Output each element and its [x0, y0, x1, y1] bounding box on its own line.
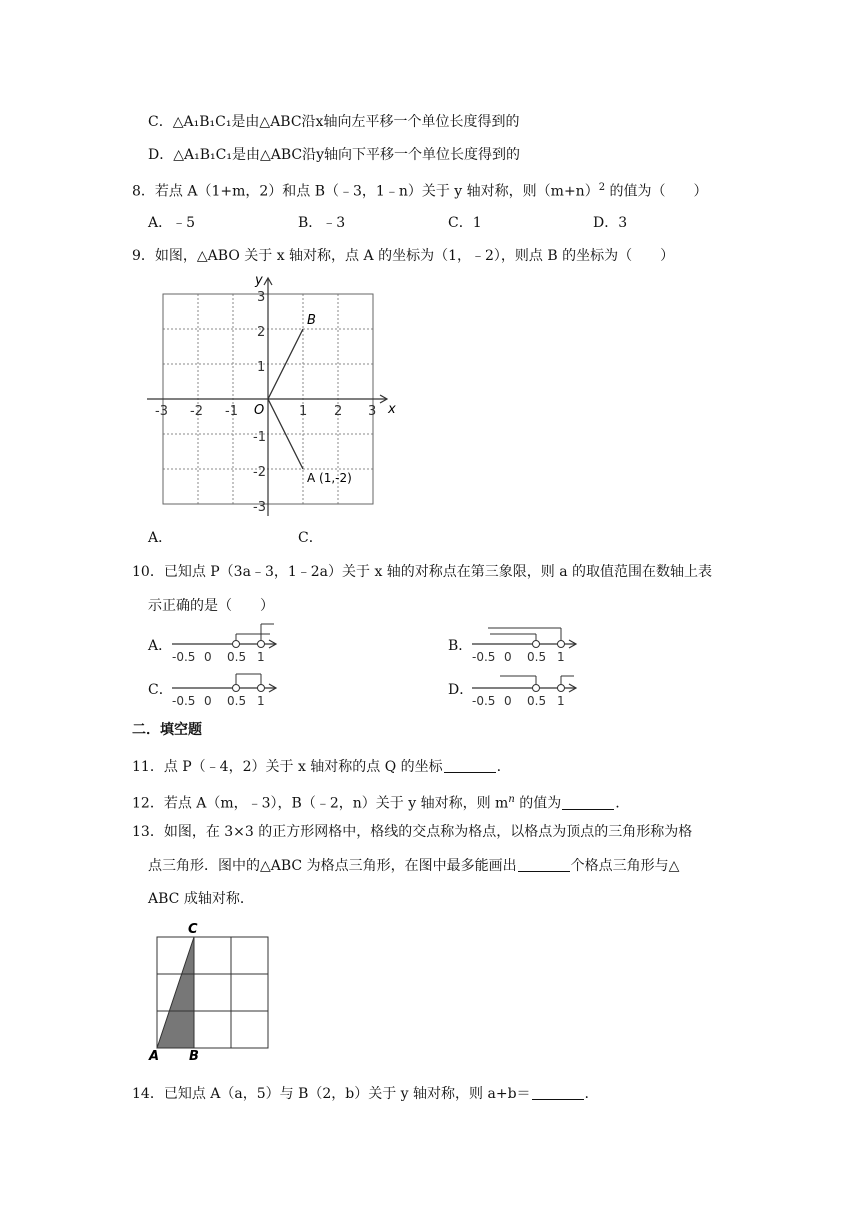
- q12-period: .: [615, 795, 620, 812]
- q14-answer-blank[interactable]: [532, 1085, 584, 1100]
- q13-label-a: A: [149, 1049, 160, 1062]
- q14-period: .: [584, 1086, 589, 1102]
- q10-d-tick: 1: [557, 694, 565, 708]
- q10-d-tick: 0: [504, 694, 512, 708]
- q10-c-tick: 0: [204, 694, 212, 708]
- q7-option-c: C．△A₁B₁C₁是由△ABC沿x轴向左平移一个单位长度得到的: [148, 114, 520, 130]
- section-heading-fill-in: 二．填空题: [132, 722, 202, 738]
- q9-option-c: C．: [298, 530, 323, 546]
- q13-line2: [148, 856, 679, 876]
- q10-d-tick: 0.5: [527, 694, 547, 708]
- q10-option-d-label: D．: [448, 682, 474, 698]
- q10-c-tick: -0.5: [172, 694, 196, 708]
- q10-c-tick: 0.5: [227, 694, 247, 708]
- q9-stem: 9．如图，△ABO 关于 x 轴对称，点 A 的坐标为（1，﹣2），则点 B 的坐标为（ ）: [132, 248, 675, 264]
- q9-x-tick-labels: [155, 404, 376, 419]
- q10-b-tick: 1: [557, 650, 565, 664]
- q8-stem: [132, 178, 708, 202]
- q9-segment-ob: [268, 329, 303, 399]
- q12-mid: 的值为: [514, 795, 562, 812]
- q12-sup: n: [508, 794, 515, 805]
- q14-text: 14．已知点 A（a，5）与 B（2，b）关于 y 轴对称，则 a+b＝: [132, 1086, 531, 1102]
- q9-x-tick: 1: [299, 404, 308, 419]
- q10-stem-line2: 示正确的是（ ）: [148, 598, 274, 614]
- q10-b-tick: 0.5: [527, 650, 547, 664]
- q10-number-line-d: [470, 666, 582, 710]
- q10-a-tick: -0.5: [172, 650, 196, 664]
- q10-a-tick: 0: [204, 650, 212, 664]
- q9-y-tick: -3: [253, 500, 266, 515]
- q9-point-b-label: B: [307, 313, 316, 328]
- q12: [132, 790, 620, 814]
- q9-segment-oa: [268, 399, 303, 469]
- q9-coordinate-graph: [145, 268, 405, 520]
- q9-y-tick: -1: [253, 430, 266, 445]
- q9-y-axis-label: y: [255, 273, 263, 288]
- q9-option-a: A．: [148, 530, 173, 546]
- q9-origin-label: O: [254, 403, 265, 418]
- q13-label-b: B: [189, 1049, 199, 1062]
- q10-a-tick: 0.5: [227, 650, 247, 664]
- q13-answer-blank[interactable]: [518, 857, 570, 872]
- q8-option-d: D．3: [593, 215, 628, 231]
- q10-b-tick: -0.5: [472, 650, 496, 664]
- q13-triangle-abc: [157, 937, 194, 1048]
- q14: [132, 1084, 589, 1104]
- q9-y-tick: 3: [257, 290, 266, 305]
- q11: [132, 757, 501, 777]
- q13-line2-text: 点三角形．图中的△ABC 为格点三角形，在图中最多能画出: [148, 858, 517, 874]
- q10-number-line-b: [470, 622, 582, 666]
- q9-y-tick: -2: [253, 465, 266, 480]
- q8-stem-a: 8．若点 A（1+m，2）和点 B（﹣3，1﹣n）关于 y 轴对称，则（m+n）: [132, 183, 599, 200]
- q9-x-tick: 2: [334, 404, 343, 419]
- q13-line2-end: 个格点三角形与△: [570, 858, 680, 874]
- q13-label-c: C: [188, 922, 198, 937]
- q10-d-tick: -0.5: [472, 694, 496, 708]
- q9-point-a-label: A (1,-2): [307, 471, 352, 485]
- q11-text: 11．点 P（﹣4，2）关于 x 轴对称的点 Q 的坐标: [132, 759, 443, 775]
- q9-x-tick: -2: [190, 404, 203, 419]
- q7-option-d: D．△A₁B₁C₁是由△ABC沿y轴向下平移一个单位长度得到的: [148, 147, 520, 163]
- q10-option-c-label: C．: [148, 682, 173, 698]
- q11-period: .: [496, 759, 502, 775]
- q9-x-tick: 3: [368, 404, 377, 419]
- q13-line1: 13．如图，在 3×3 的正方形网格中，格线的交点称为格点，以格点为顶点的三角形称为格: [132, 824, 693, 840]
- q10-c-tick: 1: [257, 694, 265, 708]
- q12-text: 12．若点 A（m，﹣3），B（﹣2，n）关于 y 轴对称，则 m: [132, 795, 509, 812]
- q10-number-line-c: [170, 666, 282, 710]
- q8-stem-sup: 2: [598, 182, 606, 193]
- q10-option-b-label: B．: [448, 638, 473, 654]
- q8-option-a: A．﹣5: [148, 215, 196, 231]
- q8-option-b: B．﹣3: [298, 215, 346, 231]
- q9-y-tick: 2: [257, 325, 266, 340]
- q10-b-tick: 0: [504, 650, 512, 664]
- q10-a-tick: 1: [257, 650, 265, 664]
- q9-y-tick: 1: [257, 360, 266, 375]
- q9-x-axis-label: x: [388, 402, 396, 417]
- q9-x-tick: -1: [225, 404, 238, 419]
- q10-stem-line1: 10．已知点 P（3a﹣3，1﹣2a）关于 x 轴的对称点在第三象限，则 a 的取值范围在数轴上表: [132, 564, 713, 580]
- q10-number-line-a: [170, 622, 282, 666]
- q13-line3: ABC 成轴对称．: [148, 891, 254, 907]
- q12-answer-blank[interactable]: [562, 795, 614, 810]
- q10-option-a-label: A．: [148, 638, 173, 654]
- q11-answer-blank[interactable]: [444, 758, 496, 773]
- q9-x-tick: -3: [155, 404, 168, 419]
- q13-grid-figure: [146, 920, 276, 1062]
- q8-stem-b: 的值为（ ）: [605, 183, 708, 200]
- q8-option-c: C．1: [448, 215, 482, 231]
